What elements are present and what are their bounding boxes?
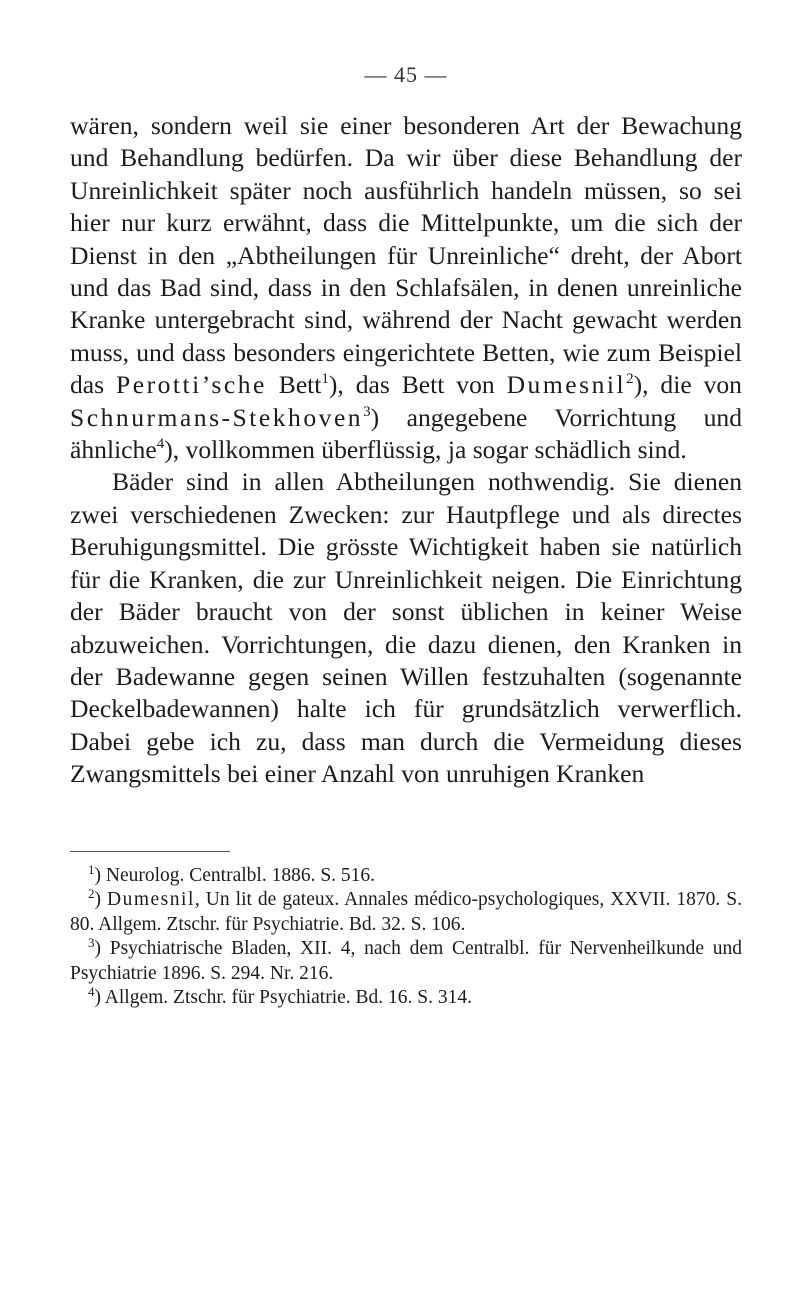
footnote-1 xyxy=(70,861,742,889)
footnote-text: ) Allgem. Ztschr. für Psychiatrie. Bd. 16. S. 314. xyxy=(94,987,473,1009)
paragraph-1-text-e: ) angegebene Vorrichtung und ähnliche xyxy=(70,402,742,465)
footnote-divider xyxy=(70,851,230,852)
footnote-mark: 3 xyxy=(88,935,95,951)
person-name-dumesnil: Dumesnil xyxy=(506,370,627,400)
paragraph-1-text-c: ), das Bett von xyxy=(328,370,507,400)
footnote-4 xyxy=(70,986,742,1011)
person-name-perotti: Perotti’sche xyxy=(116,370,267,400)
paragraph-2: Bäder sind in allen Abtheilungen nothwendig. Sie dienen zwei verschiedenen Zwecken: zur Hautpflege und als directes Beruhigungsmittel. Die grösste Wichtigkeit haben sie natürlich für die Kranken, die zur Unreinlichkeit neigen. Die Einrichtung der Bäder braucht von der sonst üblichen in keiner Weise abzuweichen. Vorrichtungen, die dazu dienen, den Kranken in der Badewanne gegen seinen Willen festzuhalten (sogenannte Deckelbadewannen) halte ich für grundsätzlich verwerflich. Dabei gebe ich zu, dass man durch die Vermeidung dieses Zwangsmittels bei einer Anzahl von unruhigen Kranken xyxy=(70,467,742,789)
paragraph-1 xyxy=(70,110,742,466)
footnote-ref-2[interactable]: 2 xyxy=(626,371,634,388)
person-name-schnurmans-stekhoven: Schnurmans-Stekhoven xyxy=(70,402,364,432)
paragraph-1-text-a: wären, sondern weil sie einer besonderen Art der Bewachung und Behandlung bedürfen. Da wir über diese Behandlung der Unreinlichkeit später noch ausführlich handeln müssen, so sei hier nur kurz erwähnt, dass die Mittelpunkte, um die sich der Dienst in den „Abtheilungen für Unreinliche“ dreht, der Abort und das Bad sind, dass in den Schlafsälen, in denen unreinliche Kranke untergebracht sind, während der Nacht gewacht werden muss, und dass besonders eingerichtete Betten, wie zum Beispiel das xyxy=(70,111,742,400)
footnote-mark: 2 xyxy=(88,886,95,902)
paragraph-1-text-b: Bett xyxy=(266,370,322,400)
footnote-mark: 1 xyxy=(88,861,95,877)
footnote-ref-3[interactable]: 3 xyxy=(363,403,371,420)
footnote-close-paren: ) xyxy=(94,889,108,911)
footnote-mark: 4 xyxy=(88,984,95,1000)
footnote-3 xyxy=(70,937,742,986)
footnote-text: , Un lit de gateux. Annales médico-psychologiques, XXVII. 1870. S. 80. Allgem. Ztschr. für Psychiatrie. Bd. 32. S. 106. xyxy=(70,889,742,935)
paragraph-1-text-d: ), die von xyxy=(633,370,742,400)
page-number: — 45 — xyxy=(364,62,448,87)
footnotes xyxy=(70,861,742,1011)
footnote-text: ) Psychiatrische Bladen, XII. 4, nach dem Centralbl. für Nervenheilkunde und Psychiatrie 1896. S. 294. Nr. 216. xyxy=(70,938,742,984)
main-text xyxy=(70,110,742,791)
book-page xyxy=(70,62,742,1011)
footnote-ref-1[interactable]: 1 xyxy=(321,371,329,388)
footnote-author: Dumesnil xyxy=(107,889,195,911)
footnote-text: ) Neurolog. Centralbl. 1886. S. 516. xyxy=(94,864,376,886)
paragraph-1-text-f: ), vollkommen überflüssig, ja sogar schädlich sind. xyxy=(164,435,687,465)
footnote-2 xyxy=(70,888,742,937)
footnote-ref-4[interactable]: 4 xyxy=(156,436,165,453)
